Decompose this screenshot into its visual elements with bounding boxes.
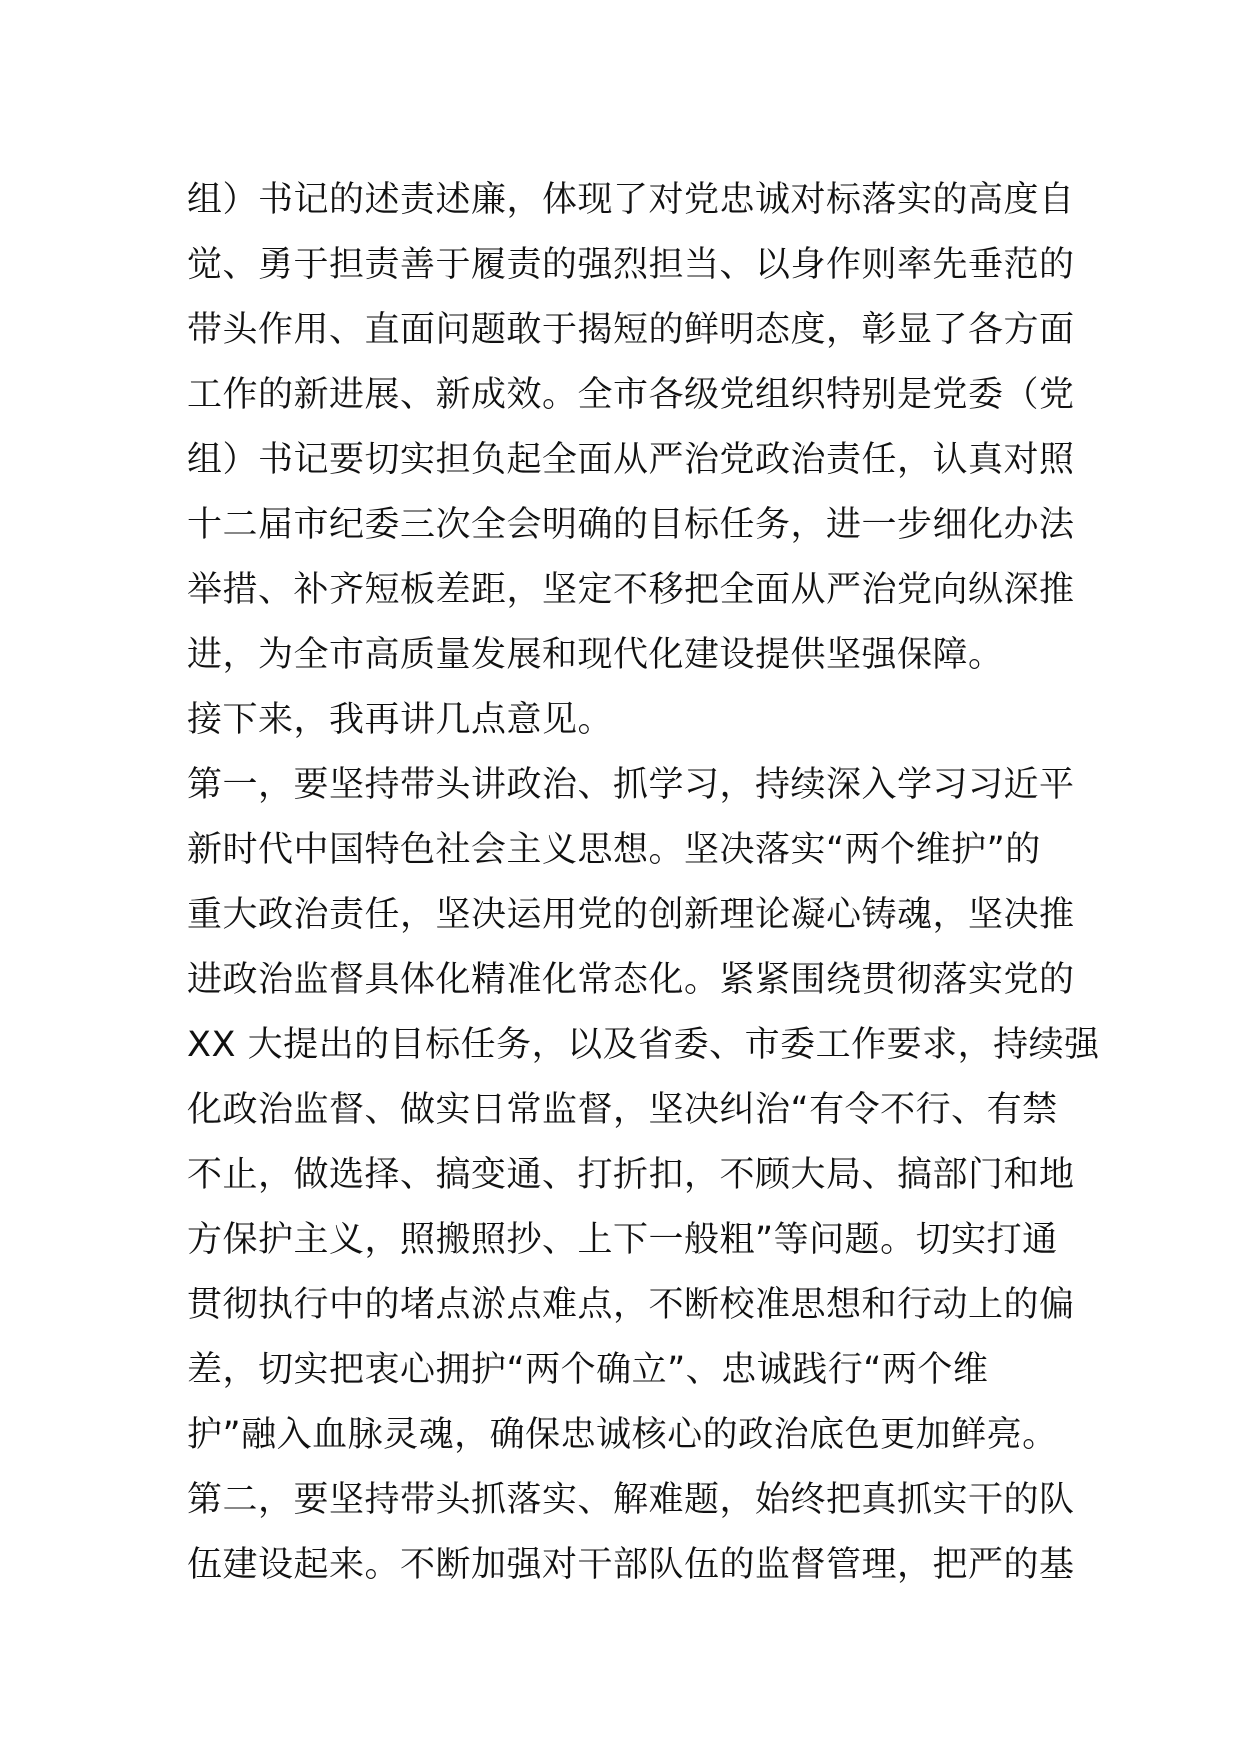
text-line: 差，切实把衷心拥护“两个确立”、忠诚践行“两个维 — [187, 1350, 989, 1390]
text-line: 不止，做选择、搞变通、打折扣，不顾大局、搞部门和地 — [187, 1155, 1075, 1195]
text-line: 进政治监督具体化精准化常态化。紧紧围绕贯彻落实党的 — [187, 960, 1075, 1000]
text-line: 举措、补齐短板差距，坚定不移把全面从严治党向纵深推 — [187, 570, 1075, 610]
text-line: 接下来，我再讲几点意见。 — [187, 700, 614, 740]
text-line: 觉、勇于担责善于履责的强烈担当、以身作则率先垂范的 — [187, 245, 1075, 285]
text-line: 组）书记要切实担负起全面从严治党政治责任，认真对照 — [187, 440, 1075, 480]
text-line: 工作的新进展、新成效。全市各级党组织特别是党委（党 — [187, 375, 1075, 415]
text-line: 组）书记的述责述廉，体现了对党忠诚对标落实的高度自 — [187, 180, 1075, 220]
text-line: 十二届市纪委三次全会明确的目标任务，进一步细化办法 — [187, 505, 1075, 545]
text-line: 护”融入血脉灵魂，确保忠诚核心的政治底色更加鲜亮。 — [187, 1415, 1058, 1455]
text-line: 化政治监督、做实日常监督，坚决纠治“有令不行、有禁 — [187, 1090, 1058, 1130]
text-line: 新时代中国特色社会主义思想。坚决落实“两个维护”的 — [187, 830, 1041, 870]
text-line: XX 大提出的目标任务，以及省委、市委工作要求，持续强 — [187, 1025, 1100, 1065]
text-line: 伍建设起来。不断加强对干部队伍的监督管理，把严的基 — [187, 1545, 1075, 1585]
text-line: 第二，要坚持带头抓落实、解难题，始终把真抓实干的队 — [187, 1480, 1075, 1520]
text-line: 贯彻执行中的堵点淤点难点，不断校准思想和行动上的偏 — [187, 1285, 1075, 1325]
text-line: 方保护主义，照搬照抄、上下一般粗”等问题。切实打通 — [187, 1220, 1058, 1260]
text-line: 带头作用、直面问题敢于揭短的鲜明态度，彰显了各方面 — [187, 310, 1075, 350]
body-text — [187, 168, 1100, 1598]
text-line: 重大政治责任，坚决运用党的创新理论凝心铸魂，坚决推 — [187, 895, 1075, 935]
text-line: 第一，要坚持带头讲政治、抓学习，持续深入学习习近平 — [187, 765, 1075, 805]
text-line: 进，为全市高质量发展和现代化建设提供坚强保障。 — [187, 635, 1004, 675]
